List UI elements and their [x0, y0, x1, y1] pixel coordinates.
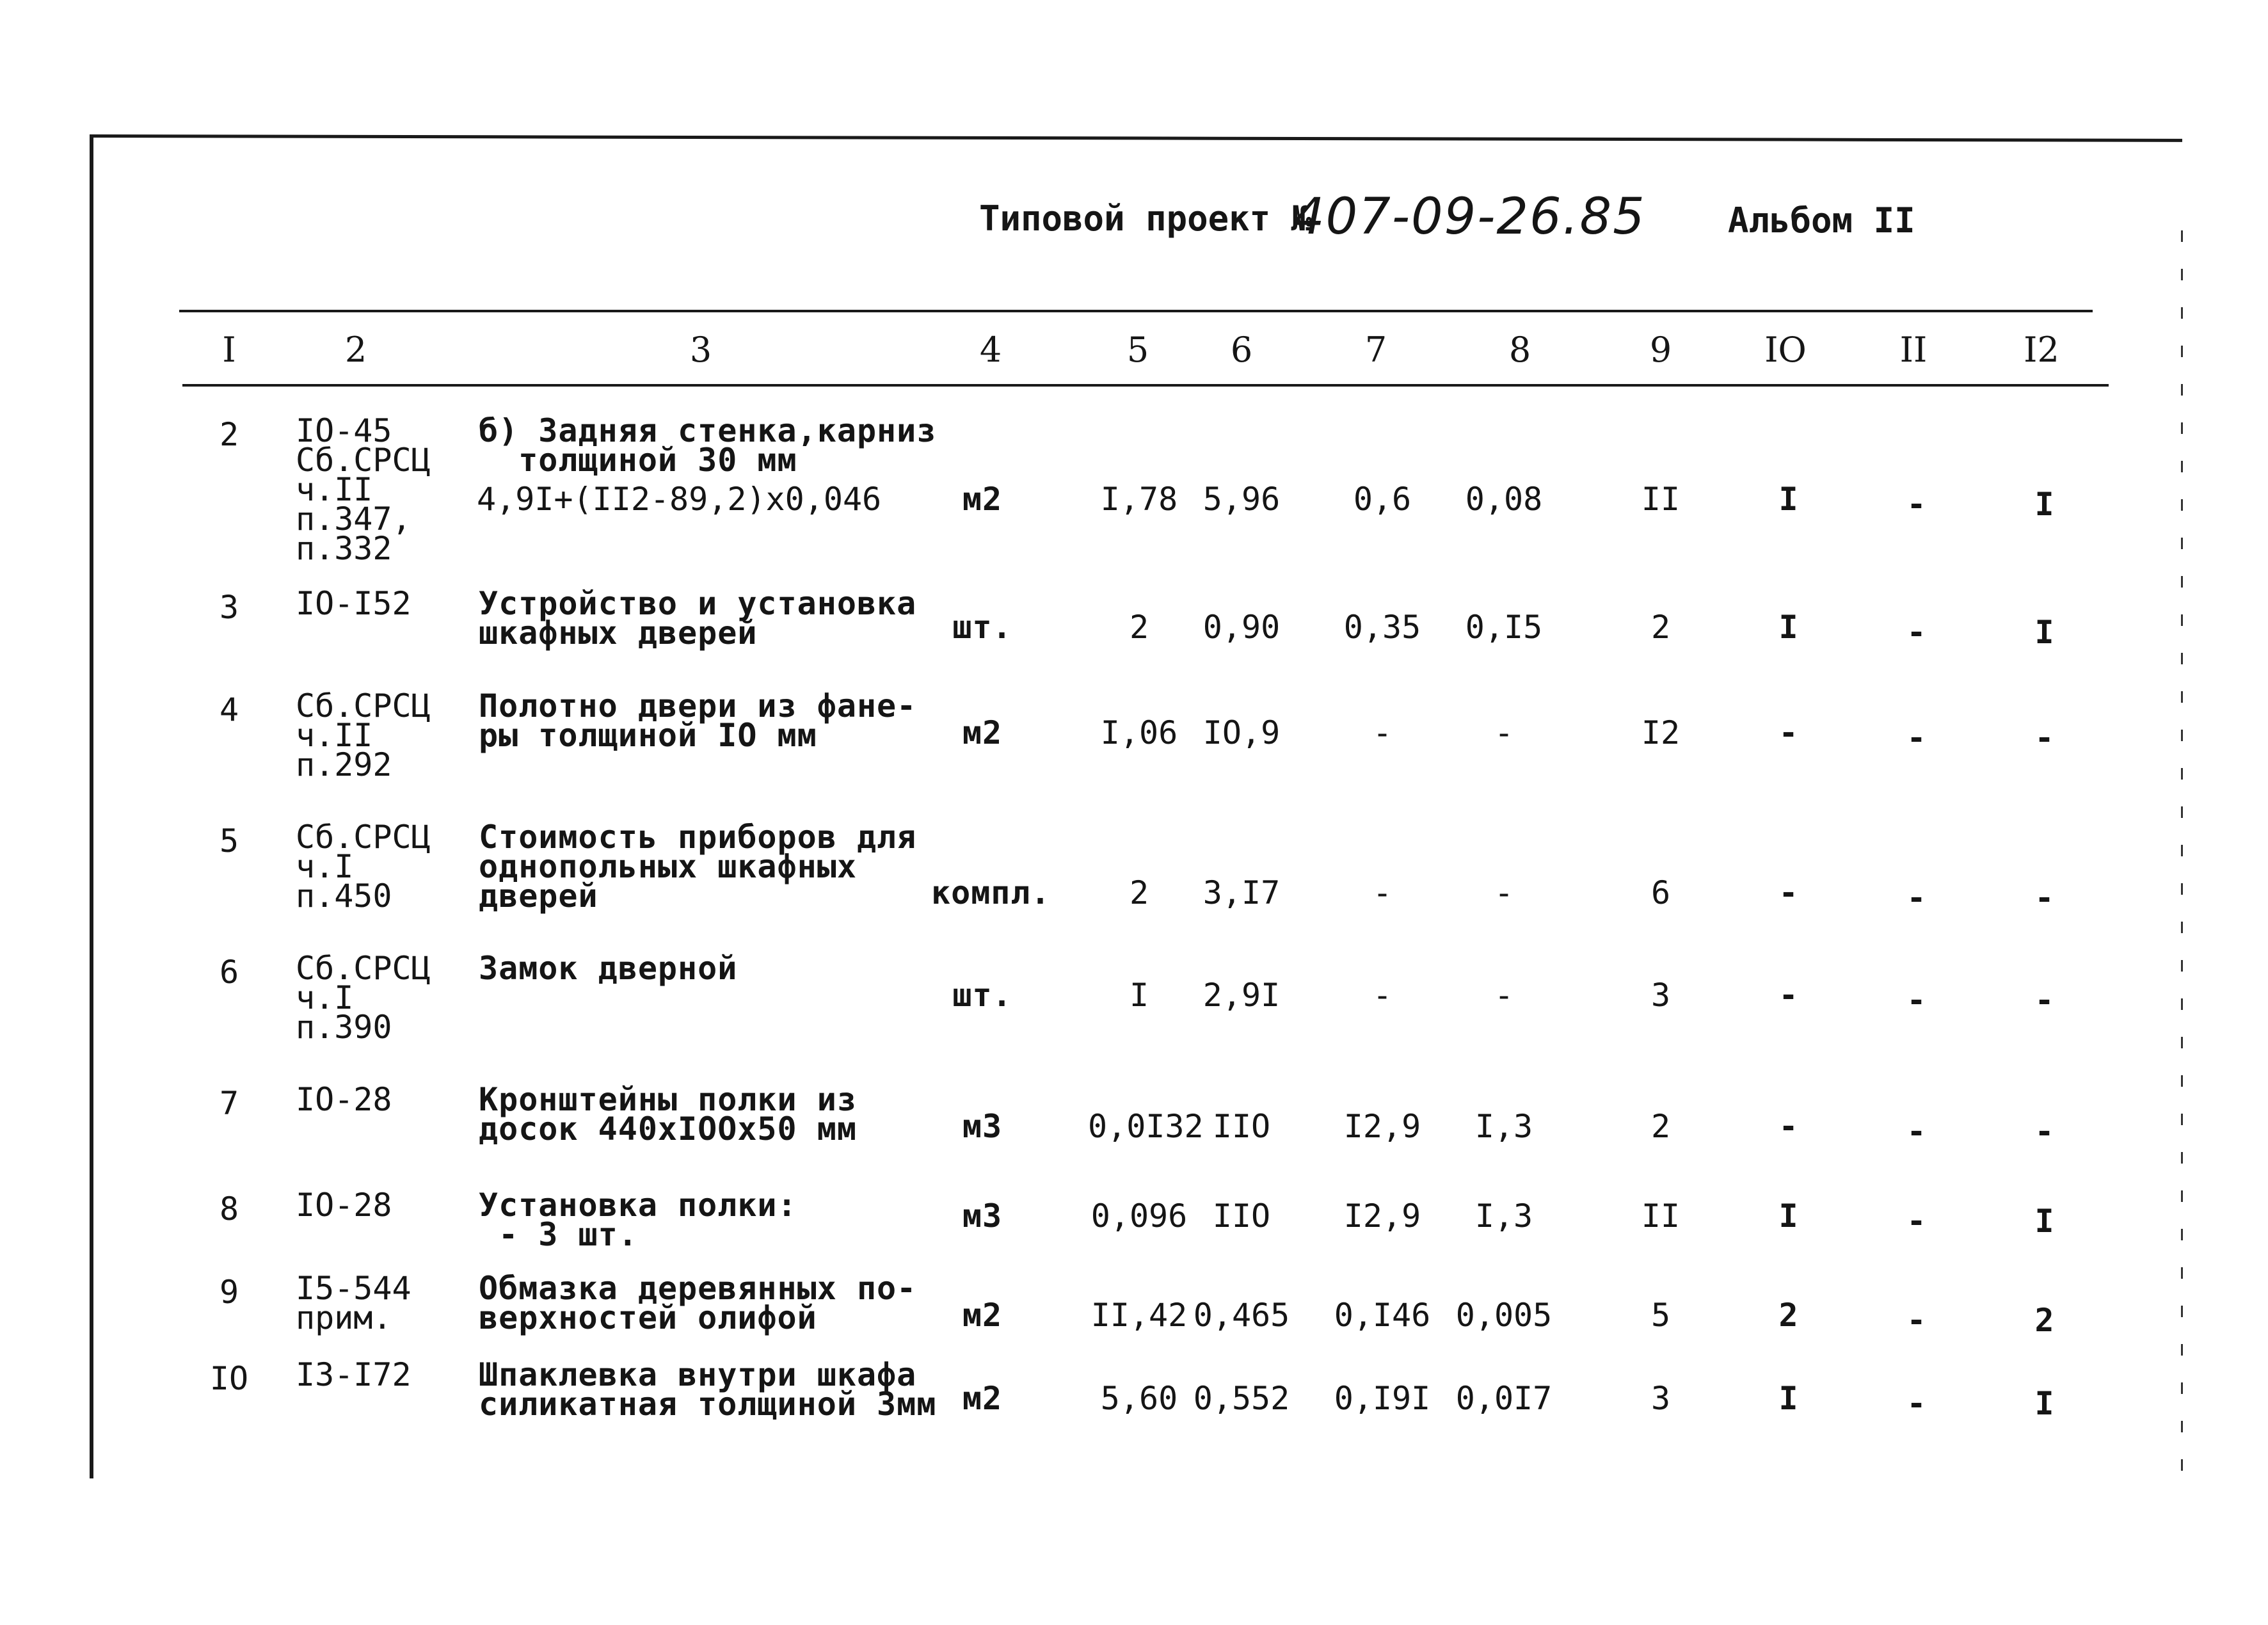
- row-number: 4: [219, 691, 239, 728]
- row-col8: I,3: [1474, 1197, 1533, 1235]
- row-code: [296, 1270, 411, 1336]
- column-number-7: 7: [1364, 330, 1387, 370]
- row-col12: -: [2034, 982, 2055, 1019]
- row-description-line: толщиной 30 мм: [479, 442, 797, 479]
- column-number-5: 5: [1126, 330, 1149, 370]
- column-number-2: 2: [344, 330, 367, 370]
- row-unit: м2: [962, 481, 1003, 518]
- row-col11: -: [1906, 1113, 1927, 1150]
- row-description-line: Шпаклевка внутри шкафа: [479, 1356, 917, 1393]
- row-col8: -: [1494, 977, 1514, 1014]
- row-unit: м3: [962, 1197, 1003, 1235]
- row-number: 9: [219, 1274, 239, 1311]
- row-col6: IIO: [1212, 1108, 1271, 1145]
- row-number: 2: [219, 416, 239, 453]
- row-col6: 2,9I: [1202, 977, 1281, 1014]
- row-col12: I: [2034, 1203, 2055, 1240]
- row-col8: -: [1494, 874, 1514, 911]
- row-col12: -: [2034, 719, 2055, 756]
- row-code-line: I3-I72: [296, 1356, 411, 1393]
- row-col10: I: [1778, 1197, 1799, 1235]
- row-unit: м3: [962, 1108, 1003, 1145]
- row-code: [296, 585, 411, 622]
- row-col9: I2: [1641, 714, 1681, 751]
- row-col11: -: [1906, 719, 1927, 756]
- row-col7: 0,I46: [1334, 1297, 1431, 1334]
- row-col11: -: [1906, 614, 1927, 651]
- row-code: [296, 687, 431, 783]
- row-col5: 2: [1129, 609, 1149, 646]
- row-number: 8: [219, 1190, 239, 1228]
- column-number-3: 3: [689, 330, 712, 370]
- row-unit: м2: [962, 1380, 1003, 1417]
- row-code-line: ч.I: [296, 979, 354, 1016]
- column-number-11: II: [1899, 330, 1928, 370]
- column-number-10: IO: [1764, 330, 1807, 370]
- row-number: 5: [219, 822, 239, 860]
- row-col10: -: [1778, 714, 1799, 751]
- row-col11: -: [1906, 1385, 1927, 1422]
- row-col12: -: [2034, 1113, 2055, 1150]
- row-code: [296, 819, 431, 915]
- row-col5: II,42: [1090, 1297, 1188, 1334]
- row-col8: 0,08: [1465, 481, 1543, 518]
- row-description-line: досок 440xIOOx50 мм: [479, 1110, 857, 1148]
- row-col6: 0,90: [1202, 609, 1281, 646]
- row-code: [296, 1187, 392, 1224]
- row-code-line: ч.II: [296, 717, 373, 754]
- row-unit: м2: [962, 714, 1003, 751]
- row-col12: -: [2034, 879, 2055, 917]
- row-number: 6: [219, 954, 239, 991]
- row-col10: -: [1778, 1108, 1799, 1145]
- row-description-line: Установка полки:: [479, 1187, 797, 1224]
- row-col11: -: [1906, 486, 1927, 523]
- row-description-line: верхностей олифой: [479, 1299, 817, 1336]
- row-description: [479, 412, 937, 479]
- row-code-line: IO-45: [296, 412, 392, 449]
- column-number-12: I2: [2024, 330, 2059, 370]
- row-col10: -: [1778, 874, 1799, 911]
- column-number-1: I: [222, 330, 236, 370]
- row-col7: 0,6: [1353, 481, 1412, 518]
- row-description: [479, 1081, 857, 1148]
- row-col10: -: [1778, 977, 1799, 1014]
- row-number: 3: [219, 589, 239, 626]
- row-code-line: I5-544: [296, 1270, 411, 1307]
- album-label: Альбом II: [1728, 200, 1915, 241]
- row-col8: -: [1494, 714, 1514, 751]
- row-col5: I,06: [1100, 714, 1178, 751]
- row-col9: 3: [1650, 1380, 1671, 1417]
- row-col7: I2,9: [1343, 1108, 1421, 1145]
- row-col12: I: [2034, 1385, 2055, 1422]
- row-description-line: дверей: [479, 877, 598, 915]
- row-col7: -: [1372, 874, 1393, 911]
- row-description: [479, 950, 738, 987]
- row-col5: 2: [1129, 874, 1149, 911]
- row-code-line: п.390: [296, 1009, 392, 1046]
- row-col7: I2,9: [1343, 1197, 1421, 1235]
- row-code-line: п.347,: [296, 500, 411, 538]
- row-code-line: IO-28: [296, 1187, 392, 1224]
- row-col6: IIO: [1212, 1197, 1271, 1235]
- row-unit: шт.: [952, 609, 1012, 646]
- row-col6: 3,I7: [1202, 874, 1281, 911]
- row-description-line: Стоимость приборов для: [479, 819, 917, 856]
- row-col12: I: [2034, 486, 2055, 523]
- row-description-line: Обмазка деревянных по-: [479, 1270, 917, 1307]
- row-description-line: б) Задняя стенка,карниз: [479, 412, 937, 449]
- row-unit: шт.: [952, 977, 1012, 1014]
- row-col12: 2: [2034, 1302, 2055, 1339]
- row-code-line: Сб.СРСЦ: [296, 819, 431, 856]
- row-code-line: IO-28: [296, 1081, 392, 1118]
- row-code-line: Сб.СРСЦ: [296, 442, 431, 479]
- row-description: [479, 1270, 917, 1336]
- row-col5: I,78: [1100, 481, 1178, 518]
- row-col9: 2: [1650, 1108, 1671, 1145]
- row-description-line: - 3 шт.: [479, 1216, 638, 1253]
- row-unit: м2: [962, 1297, 1003, 1334]
- frame-top-border: [90, 134, 2182, 142]
- row-col11: -: [1906, 879, 1927, 917]
- row-col11: -: [1906, 982, 1927, 1019]
- row-description: [479, 819, 917, 915]
- row-description: [479, 687, 917, 754]
- row-col12: I: [2034, 614, 2055, 651]
- frame-left-border: [90, 134, 93, 1478]
- frame-right-edge: [2181, 230, 2183, 1485]
- row-col6: 0,465: [1193, 1297, 1290, 1334]
- header-rule-bottom: [182, 384, 2109, 387]
- project-label: Типовой проект №: [979, 198, 1313, 239]
- row-code-line: ч.II: [296, 471, 373, 508]
- row-col9: 3: [1650, 977, 1671, 1014]
- row-col10: 2: [1778, 1297, 1799, 1334]
- row-col6: 0,552: [1193, 1380, 1290, 1417]
- row-col11: -: [1906, 1302, 1927, 1339]
- row-number: 7: [219, 1085, 239, 1122]
- row-description-line: Замок дверной: [479, 950, 738, 987]
- row-col6: 5,96: [1202, 481, 1281, 518]
- row-col5: 0,0I32: [1088, 1108, 1204, 1145]
- row-code: [296, 950, 431, 1046]
- column-number-8: 8: [1508, 330, 1531, 370]
- row-col10: I: [1778, 609, 1799, 646]
- column-number-6: 6: [1230, 330, 1253, 370]
- row-description-line: Устройство и установка: [479, 585, 917, 622]
- row-description-line: Кронштейны полки из: [479, 1081, 857, 1118]
- row-col7: 0,I9I: [1334, 1380, 1431, 1417]
- row-code-line: п.450: [296, 877, 392, 915]
- row-code-line: п.292: [296, 746, 392, 783]
- row-code: [296, 412, 431, 567]
- row-col5: 0,096: [1090, 1197, 1188, 1235]
- row-col7: 0,35: [1343, 609, 1421, 646]
- row-col8: 0,005: [1455, 1297, 1553, 1334]
- row-col6: IO,9: [1202, 714, 1281, 751]
- row-code: [296, 1081, 392, 1118]
- row-description: [479, 1187, 797, 1253]
- row-description: [479, 585, 917, 652]
- row-description-line: силикатная толщиной 3мм: [479, 1386, 937, 1423]
- column-number-4: 4: [979, 330, 1002, 370]
- row-col8: 0,0I7: [1455, 1380, 1553, 1417]
- row-col9: 2: [1650, 609, 1671, 646]
- column-number-9: 9: [1649, 330, 1672, 370]
- row-code-line: п.332: [296, 530, 392, 567]
- project-number: 407-09-26.85: [1293, 188, 1646, 246]
- row-col10: I: [1778, 481, 1799, 518]
- row-code-line: Сб.СРСЦ: [296, 687, 431, 724]
- row-col9: II: [1641, 1197, 1681, 1235]
- row-col5: 5,60: [1100, 1380, 1178, 1417]
- row-col7: -: [1372, 977, 1393, 1014]
- row-col9: 5: [1650, 1297, 1671, 1334]
- row-description-line: шкафных дверей: [479, 614, 758, 652]
- row-code: [296, 1356, 411, 1393]
- row-col9: 6: [1650, 874, 1671, 911]
- row-col5: I: [1129, 977, 1149, 1014]
- row-description-line: ры толщиной IO мм: [479, 717, 817, 754]
- row-code-line: IO-I52: [296, 585, 411, 622]
- row-col10: I: [1778, 1380, 1799, 1417]
- header-rule-top: [179, 310, 2093, 312]
- row-description-line: Полотно двери из фане-: [479, 687, 917, 724]
- row-description-line: однопольных шкафных: [479, 848, 857, 885]
- row-code-line: ч.I: [296, 848, 354, 885]
- row-col8: I,3: [1474, 1108, 1533, 1145]
- row-col7: -: [1372, 714, 1393, 751]
- row-col11: -: [1906, 1203, 1927, 1240]
- row-col9: II: [1641, 481, 1681, 518]
- row-description: [479, 1356, 937, 1423]
- row-col8: 0,I5: [1465, 609, 1543, 646]
- row-number: IO: [209, 1360, 249, 1397]
- row-formula: 4,9I+(II2-89,2)x0,046: [477, 481, 882, 518]
- row-code-line: прим.: [296, 1299, 392, 1336]
- row-code-line: Сб.СРСЦ: [296, 950, 431, 987]
- row-unit: компл.: [931, 874, 1051, 911]
